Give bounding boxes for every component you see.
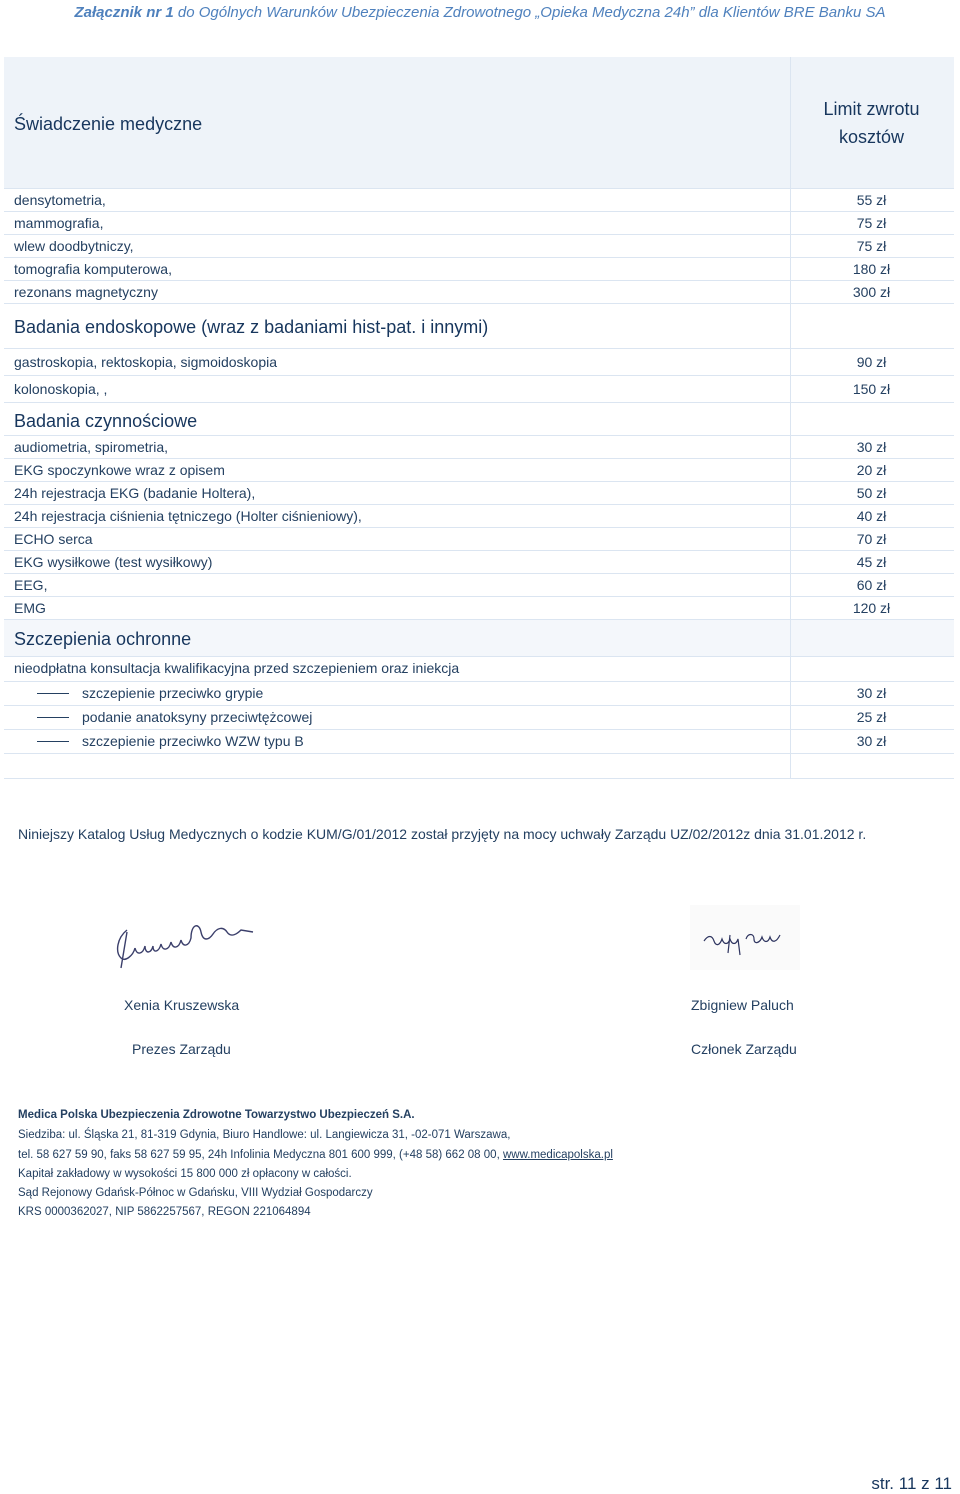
limit-value: 20 zł: [856, 462, 887, 478]
section-subtitle-endoscopy: (wraz z badaniami hist-pat. i innymi): [196, 317, 489, 337]
dash-bullet: [37, 741, 69, 742]
service-name: szczepienie przeciwko grypie: [4, 682, 791, 705]
table-row: [4, 258, 954, 281]
limit-value: 180 zł: [852, 261, 891, 277]
table-row: [4, 436, 954, 459]
service-name: EEG,: [4, 574, 791, 596]
service-name: szczepienie przeciwko WZW typu B: [4, 730, 791, 753]
limit-value: 150 zł: [852, 381, 891, 397]
table-empty-row: [4, 754, 954, 779]
table-row: [4, 459, 954, 482]
footer-capital: Kapitał zakładowy w wysokości 15 800 000 zł opłacony w całości.: [18, 1168, 352, 1180]
service-name: EKG wysiłkowe (test wysiłkowy): [4, 551, 791, 573]
document-header: [0, 4, 960, 21]
approval-note: Niniejszy Katalog Usług Medycznych o kodzie KUM/G/01/2012 został przyjęty na mocy uchwały Zarządu UZ/02/2012z dnia 31.01.2012 r.: [18, 826, 867, 842]
footer-address: Siedziba: ul. Śląska 21, 81-319 Gdynia, Biuro Handlowe: ul. Langiewicza 31, -02-071 Warszawa,: [18, 1129, 511, 1141]
table-row: [4, 376, 954, 403]
limit-value: 30 zł: [856, 439, 887, 455]
footer-website-link[interactable]: www.medicapolska.pl: [502, 1149, 613, 1161]
limit-value: 30 zł: [856, 685, 887, 701]
service-name: rezonans magnetyczny: [4, 281, 791, 303]
limit-value: 70 zł: [856, 531, 887, 547]
service-name: audiometria, spirometria,: [4, 436, 791, 458]
signer-left-role: Prezes Zarządu: [132, 1041, 231, 1057]
col-header-limit-line1: Limit zwrotu: [823, 98, 920, 119]
service-name: ECHO serca: [4, 528, 791, 550]
limit-value: 300 zł: [852, 284, 891, 300]
footer-phone: tel. 58 627 59 90, faks 58 627 59 95, 24h Infolinia Medyczna 801 600 999, (+48 58) 662 08 00,: [18, 1149, 503, 1161]
col-header-limit-line2: kosztów: [838, 126, 905, 147]
header-attachment-label: Załącznik nr 1: [74, 4, 174, 21]
imaging-group: [4, 189, 954, 304]
service-name: mammografia,: [4, 212, 791, 234]
limit-value: 75 zł: [856, 238, 887, 254]
limit-value: 50 zł: [856, 485, 887, 501]
table-row: [4, 212, 954, 235]
vaccination-intro-row: [4, 657, 954, 682]
service-name: 24h rejestracja ciśnienia tętniczego (Holter ciśnieniowy),: [4, 505, 791, 527]
limit-value: 60 zł: [856, 577, 887, 593]
table-row: [4, 597, 954, 620]
functional-group: [4, 436, 954, 620]
limit-value: 45 zł: [856, 554, 887, 570]
service-name: kolonoskopia, ,: [4, 376, 791, 402]
signer-right-name: Zbigniew Paluch: [691, 997, 794, 1013]
signature-right: [690, 905, 800, 970]
vaccination-intro: nieodpłatna konsultacja kwalifikacyjna przed szczepieniem oraz iniekcja: [4, 657, 791, 681]
signer-left-name: Xenia Kruszewska: [124, 997, 240, 1013]
limit-value: 75 zł: [856, 215, 887, 231]
service-name: EMG: [4, 597, 791, 619]
limit-value: 120 zł: [852, 600, 891, 616]
section-row-vaccination: [4, 620, 954, 657]
table-row: [4, 189, 954, 212]
table-row: [4, 482, 954, 505]
section-title-vaccination: Szczepienia ochronne: [4, 620, 791, 656]
service-name: podanie anatoksyny przeciwtężcowej: [4, 706, 791, 729]
signer-right-role: Członek Zarządu: [691, 1041, 797, 1057]
col-header-limit: [791, 57, 948, 188]
table-row: [4, 706, 954, 730]
table-row: [4, 505, 954, 528]
section-title-functional: Badania czynnościowe: [4, 403, 791, 435]
table-header-row: [4, 57, 954, 189]
table-row: [4, 682, 954, 706]
limits-table: [4, 57, 954, 779]
vaccination-group: [4, 682, 954, 754]
table-row: [4, 281, 954, 304]
signature-left: [105, 912, 265, 972]
limit-value: 90 zł: [856, 354, 887, 370]
col-header-service: Świadczenie medyczne: [4, 57, 791, 188]
section-title-endoscopy: Badania endoskopowe: [14, 317, 197, 337]
footer-company: Medica Polska Ubezpieczenia Zdrowotne Towarzystwo Ubezpieczeń S.A.: [18, 1109, 415, 1121]
dash-bullet: [37, 693, 69, 694]
section-row-endoscopy: [4, 304, 954, 349]
header-title: do Ogólnych Warunków Ubezpieczenia Zdrowotnego „Opieka Medyczna 24h” dla Klientów BRE Banku SA: [173, 4, 886, 21]
service-name: wlew doodbytniczy,: [4, 235, 791, 257]
service-name: tomografia komputerowa,: [4, 258, 791, 280]
service-name: densytometria,: [4, 189, 791, 211]
table-row: [4, 574, 954, 597]
footer-court: Sąd Rejonowy Gdańsk-Północ w Gdańsku, VIII Wydział Gospodarczy: [18, 1187, 373, 1199]
footer-ids: KRS 0000362027, NIP 5862257567, REGON 221064894: [18, 1206, 311, 1218]
endoscopy-group: [4, 349, 954, 403]
footer-phone-line: [18, 1149, 613, 1161]
limit-value: 25 zł: [856, 709, 887, 725]
table-row: [4, 349, 954, 376]
table-row: [4, 730, 954, 754]
service-name: 24h rejestracja EKG (badanie Holtera),: [4, 482, 791, 504]
limit-value: 30 zł: [856, 733, 887, 749]
limit-value: 40 zł: [856, 508, 887, 524]
table-row: [4, 551, 954, 574]
limit-value: 55 zł: [856, 192, 887, 208]
service-name: gastroskopia, rektoskopia, sigmoidoskopia: [4, 349, 791, 375]
service-name: EKG spoczynkowe wraz z opisem: [4, 459, 791, 481]
page-number: str. 11 z 11: [871, 1474, 952, 1493]
dash-bullet: [37, 717, 69, 718]
section-row-functional: [4, 403, 954, 436]
table-row: [4, 235, 954, 258]
table-row: [4, 528, 954, 551]
